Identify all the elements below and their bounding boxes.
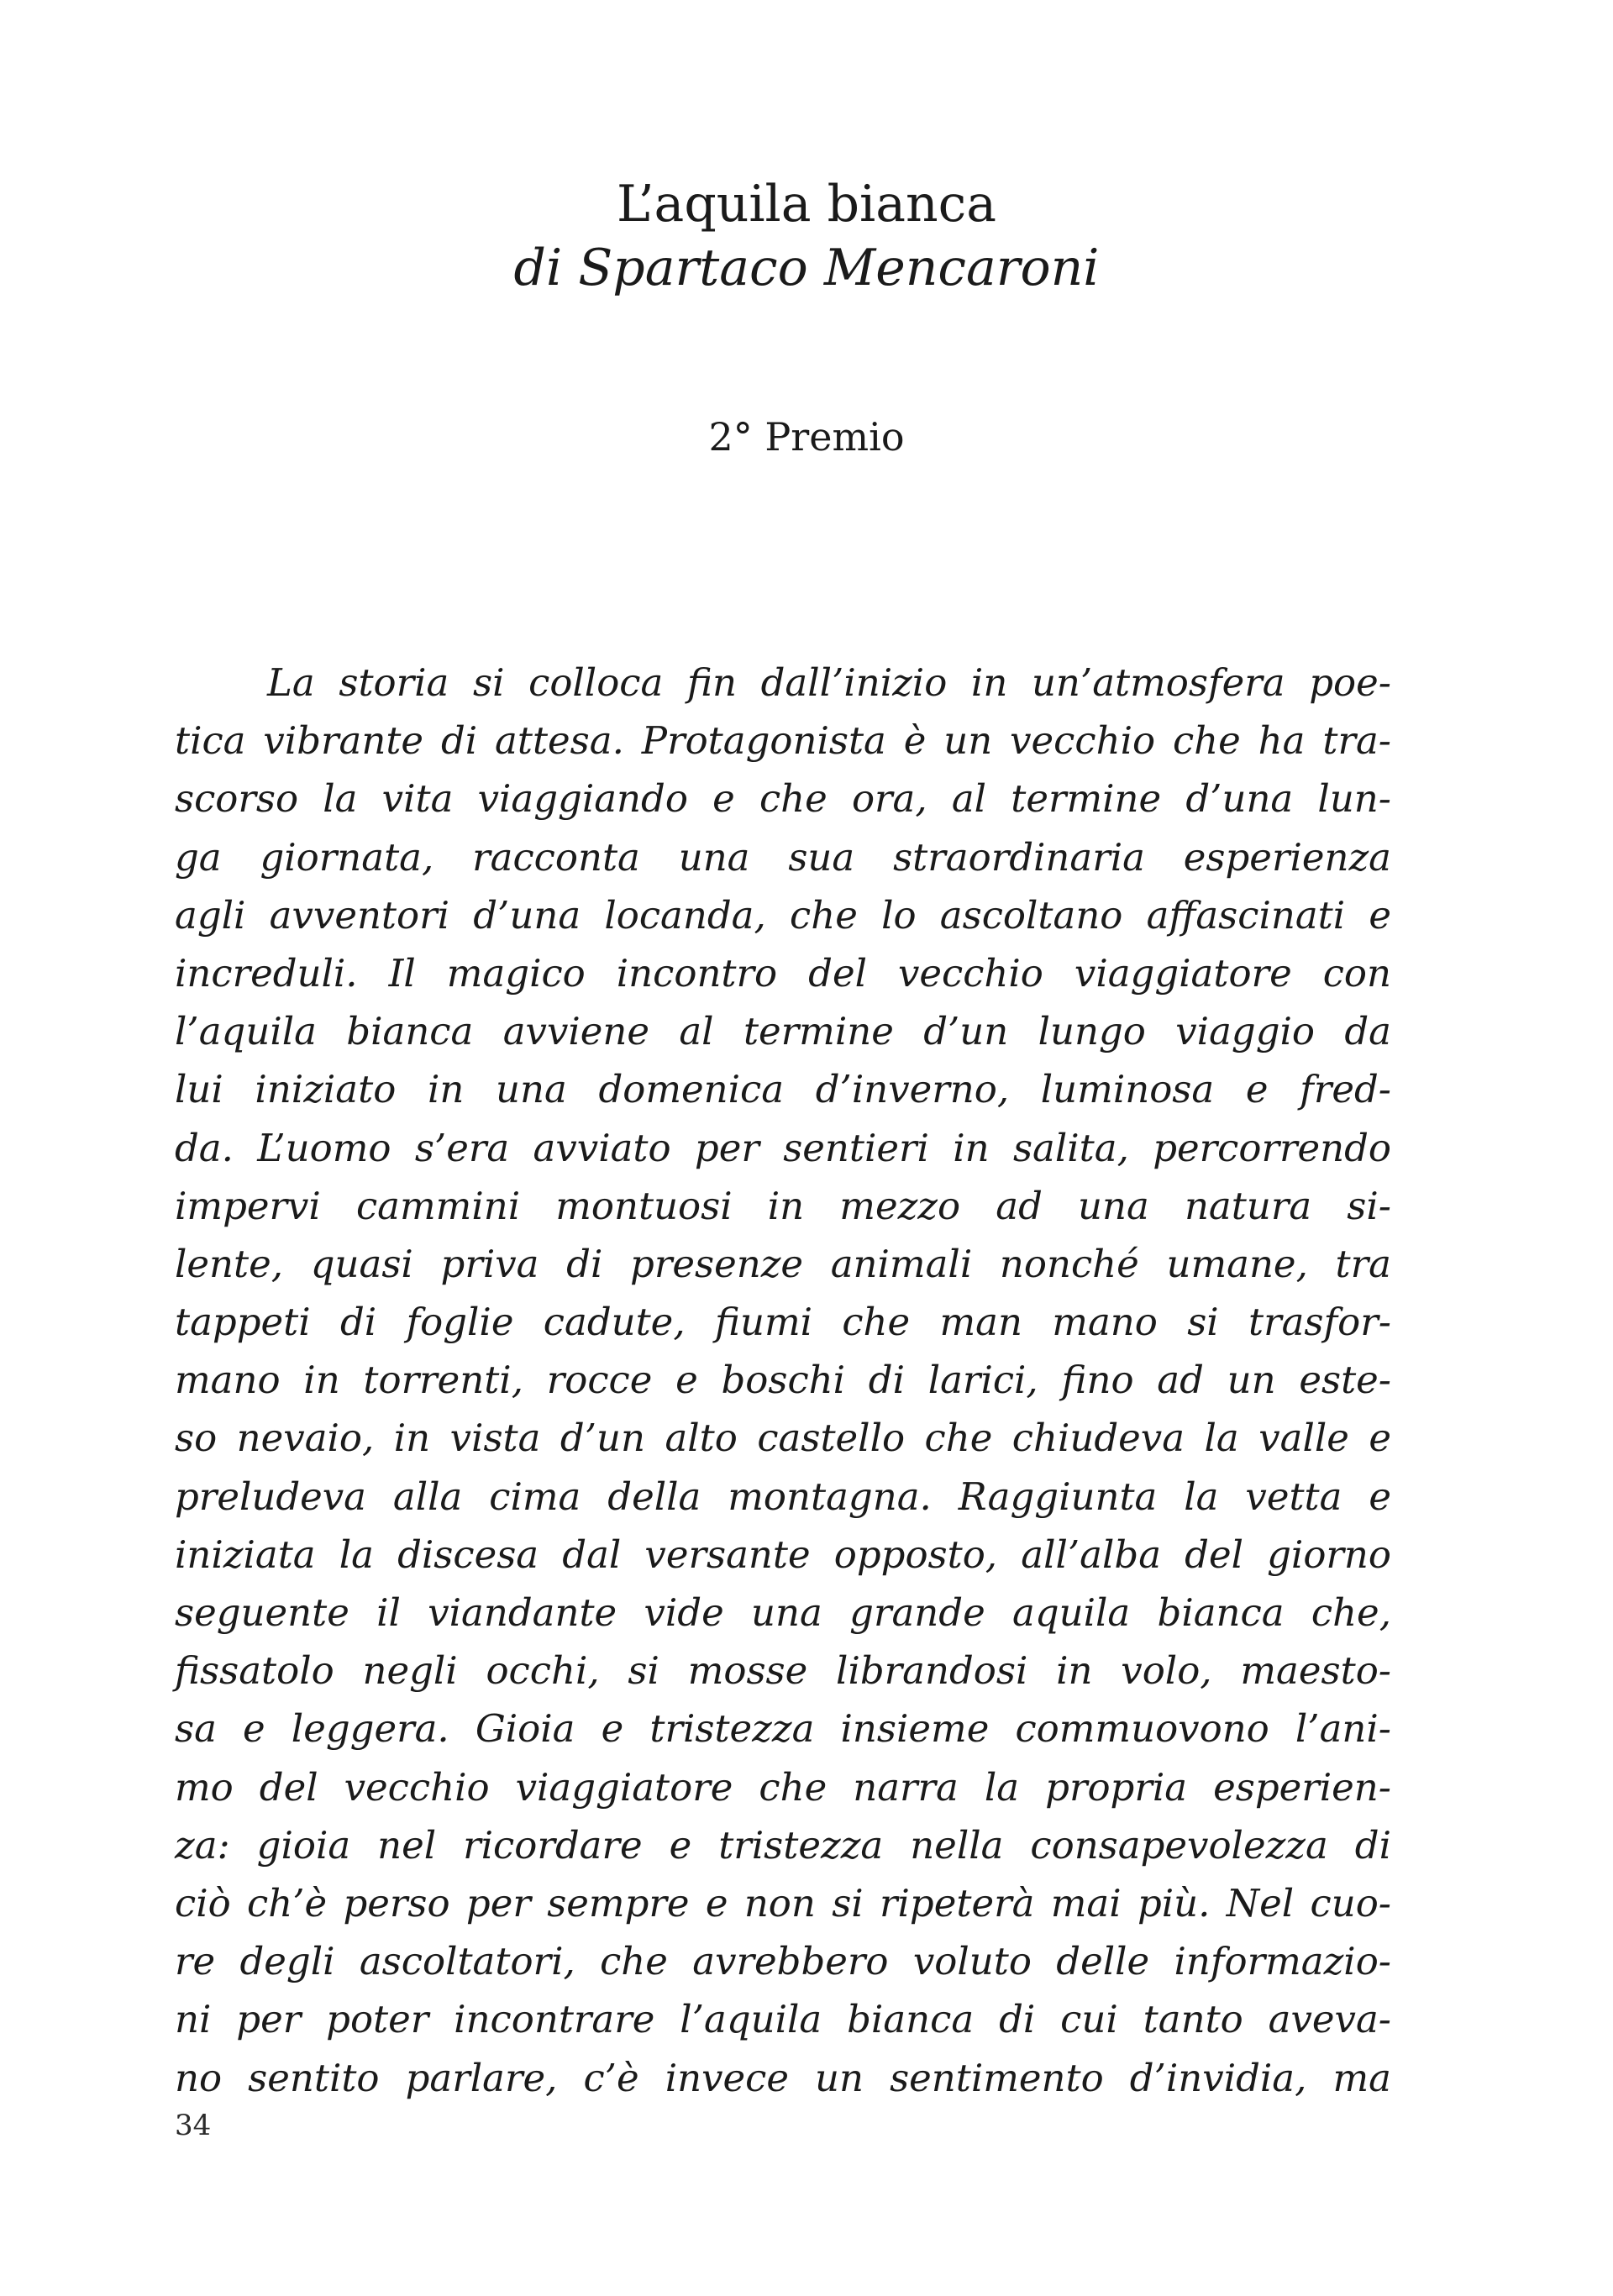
text-line: da. L’uomo s’era avviato per sentieri in salita, percorrendo (175, 1125, 1391, 1170)
story-title: L’aquila bianca (617, 175, 996, 234)
text-line: sa e leggera. Gioia e tristezza insieme commuovono l’ani- (175, 1706, 1391, 1752)
text-line: so nevaio, in vista d’un alto castello che chiudeva la valle e (175, 1416, 1391, 1461)
text-line: La storia si colloca fin dall’inizio in un’atmosfera poe- (267, 660, 1391, 705)
page-number: 34 (175, 2109, 212, 2142)
text-line: scorso la vita viaggiando e che ora, al termine d’una lun- (175, 776, 1391, 822)
text-line: increduli. Il magico incontro del vecchio viaggiatore con (175, 950, 1391, 996)
text-line: lente, quasi priva di presenze animali nonché umane, tra (175, 1241, 1391, 1286)
text-line: mo del vecchio viaggiatore che narra la propria esperien- (175, 1764, 1391, 1810)
text-line: impervi cammini montuosi in mezzo ad una natura si- (175, 1183, 1391, 1228)
title-block (0, 172, 1613, 300)
text-line: ciò ch’è perso per sempre e non si ripeterà mai più. Nel cuo- (175, 1880, 1391, 1926)
text-line: tica vibrante di attesa. Protagonista è un vecchio che ha tra- (175, 718, 1391, 764)
text-line: re degli ascoltatori, che avrebbero voluto delle informazio- (175, 1939, 1391, 1984)
text-line: ga giornata, racconta una sua straordinaria esperienza (175, 834, 1391, 880)
text-line: fissatolo negli occhi, si mosse librandosi in volo, maesto- (175, 1648, 1391, 1694)
text-line: mano in torrenti, rocce e boschi di larici, fino ad un este- (175, 1358, 1391, 1403)
text-line: ni per poter incontrare l’aquila bianca di cui tanto aveva- (175, 1997, 1391, 2042)
body-paragraph (175, 654, 1391, 2107)
text-line: preludeva alla cima della montagna. Raggiunta la vetta e (175, 1474, 1391, 1519)
story-author: di Spartaco Mencaroni (513, 239, 1100, 297)
text-line: l’aquila bianca avviene al termine d’un lungo viaggio da (175, 1009, 1391, 1054)
text-line: lui iniziato in una domenica d’inverno, luminosa e fred- (175, 1067, 1391, 1112)
text-line: seguente il viandante vide una grande aquila bianca che, (175, 1590, 1391, 1635)
text-line: no sentito parlare, c’è invece un sentimento d’invidia, ma (175, 2055, 1391, 2100)
text-line: agli avventori d’una locanda, che lo ascoltano affascinati e (175, 892, 1391, 938)
prize-label: 2° Premio (708, 414, 905, 460)
text-line: iniziata la discesa dal versante opposto, all’alba del giorno (175, 1532, 1391, 1577)
text-line: tappeti di foglie cadute, fiumi che man mano si trasfor- (175, 1300, 1391, 1345)
text-line: za: gioia nel ricordare e tristezza nella consapevolezza di (175, 1822, 1391, 1868)
